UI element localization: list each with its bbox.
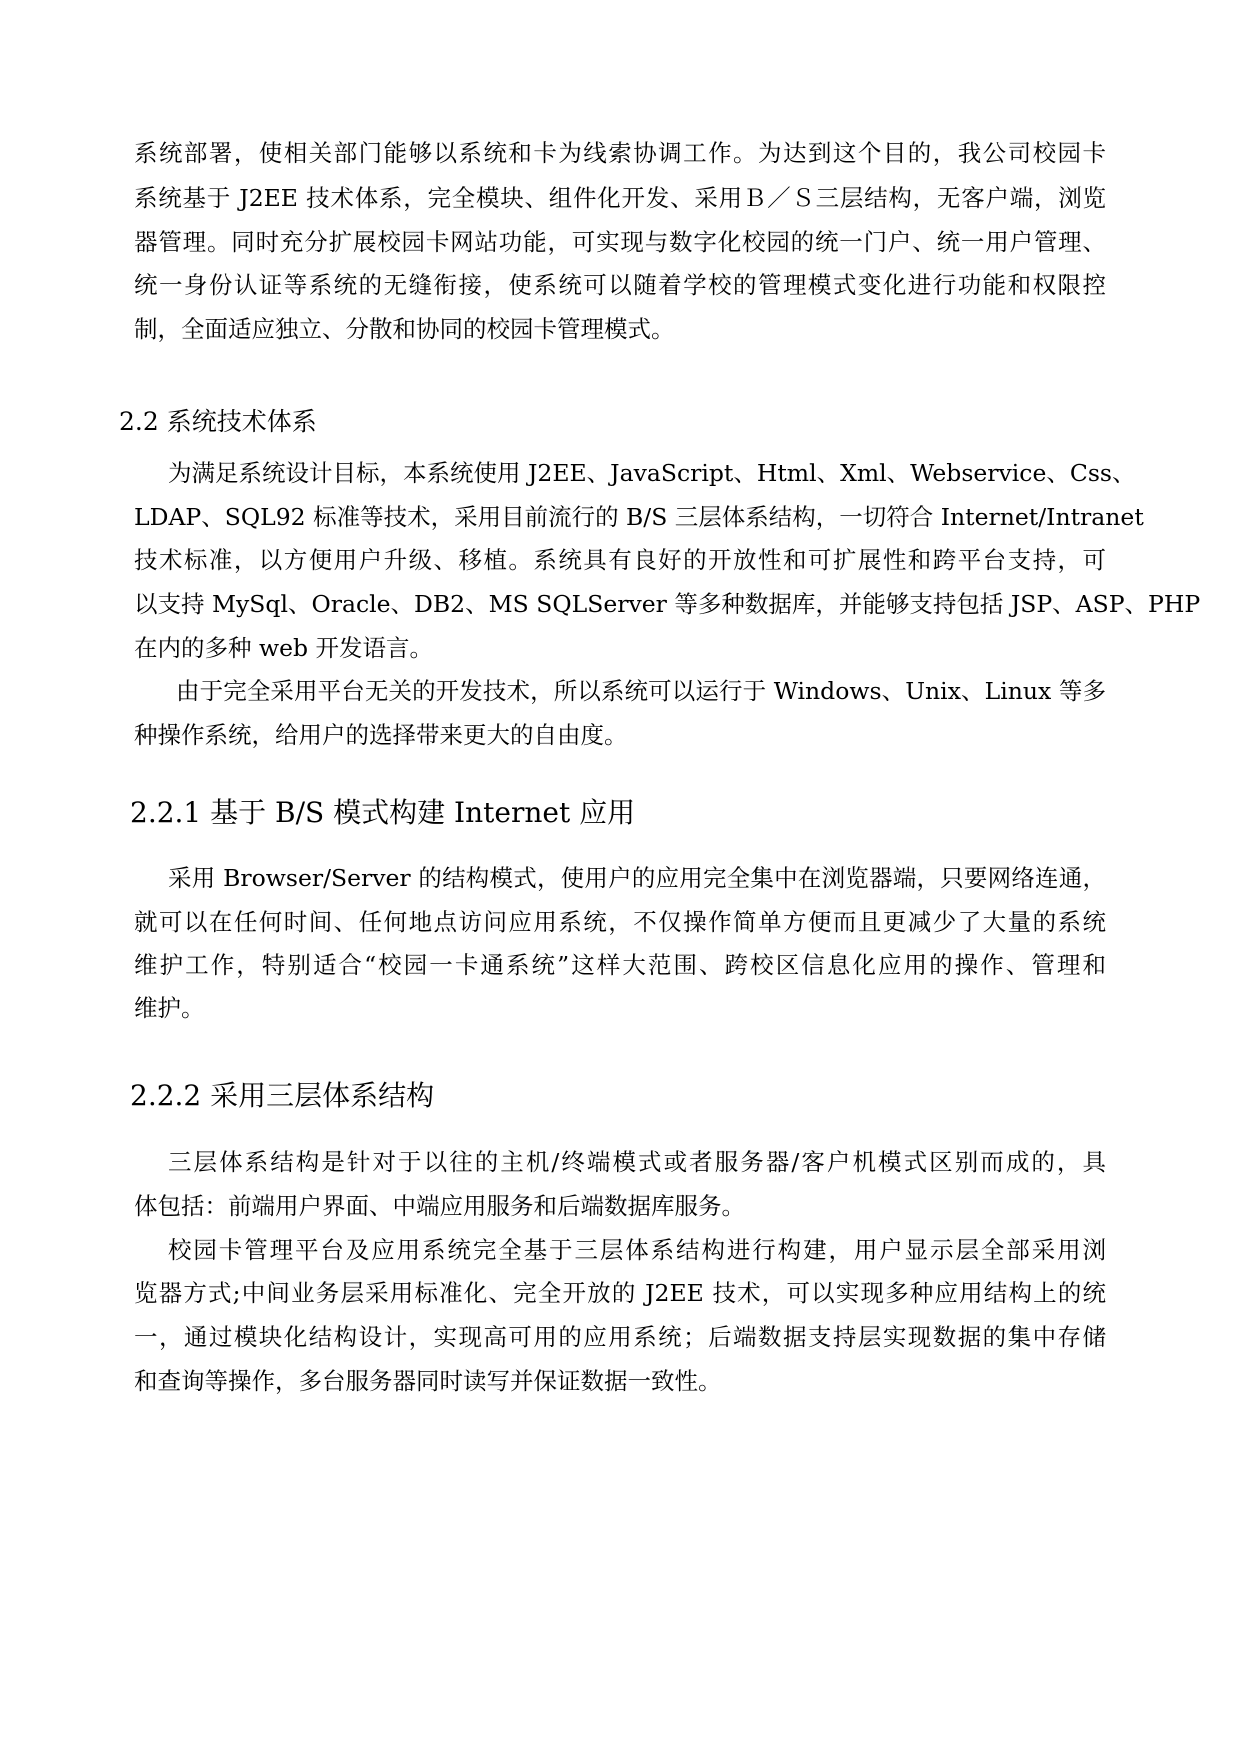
section-heading-2-2: 2.2 系统技术体系	[119, 407, 317, 436]
paragraph-5-line-2: 体包括：前端用户界面、中端应用服务和后端数据库服务。	[134, 1192, 745, 1220]
paragraph-6-line-2: 览器方式;中间业务层采用标准化、完全开放的 J2EE 技术，可以实现多种应用结构上的统	[134, 1279, 1106, 1307]
paragraph-4-line-3: 维护工作，特别适合“校园一卡通系统”这样大范围、跨校区信息化应用的操作、管理和	[134, 951, 1106, 979]
paragraph-6-line-4: 和查询等操作，多台服务器同时读写并保证数据一致性。	[134, 1367, 722, 1395]
paragraph-2-line-5: 在内的多种 web 开发语言。	[134, 634, 434, 662]
paragraph-1-line-1: 系统部署，使相关部门能够以系统和卡为线索协调工作。为达到这个目的，我公司校园卡	[134, 139, 1106, 167]
paragraph-4-line-4: 维护。	[134, 994, 205, 1022]
paragraph-1-line-4: 统一身份认证等系统的无缝衔接，使系统可以随着学校的管理模式变化进行功能和权限控	[134, 271, 1106, 299]
paragraph-2-line-3: 技术标准，以方便用户升级、移植。系统具有良好的开放性和可扩展性和跨平台支持，可	[134, 546, 1106, 574]
section-heading-2-2-2: 2.2.2 采用三层体系结构	[130, 1079, 435, 1112]
paragraph-3-line-2: 种操作系统，给用户的选择带来更大的自由度。	[134, 721, 628, 749]
paragraph-1-line-3: 器管理。同时充分扩展校园卡网站功能，可实现与数字化校园的统一门户、统一用户管理、	[134, 228, 1106, 256]
paragraph-5-line-1: 三层体系结构是针对于以往的主机/终端模式或者服务器/客户机模式区别而成的，具	[168, 1148, 1106, 1176]
paragraph-6-line-1: 校园卡管理平台及应用系统完全基于三层体系结构进行构建，用户显示层全部采用浏	[168, 1236, 1106, 1264]
paragraph-2-line-2: LDAP、SQL92 标准等技术，采用目前流行的 B/S 三层体系结构，一切符合 Internet/Intranet	[134, 503, 1144, 531]
paragraph-2-line-4: 以支持 MySql、Oracle、DB2、MS SQLServer 等多种数据库，并能够支持包括 JSP、ASP、PHP	[134, 590, 1201, 618]
paragraph-6-line-3: 一，通过模块化结构设计，实现高可用的应用系统；后端数据支持层实现数据的集中存储	[134, 1323, 1106, 1351]
paragraph-4-line-1: 采用 Browser/Server 的结构模式，使用户的应用完全集中在浏览器端，只要网络连通，	[168, 864, 1106, 892]
paragraph-4-line-2: 就可以在任何时间、任何地点访问应用系统，不仅操作简单方便而且更减少了大量的系统	[134, 908, 1106, 936]
section-heading-2-2-1: 2.2.1 基于 B/S 模式构建 Internet 应用	[130, 796, 636, 829]
paragraph-1-line-5: 制，全面适应独立、分散和协同的校园卡管理模式。	[134, 315, 675, 343]
paragraph-2-line-1: 为满足系统设计目标，本系统使用 J2EE、JavaScript、Html、Xml、Webservice、Css、	[168, 459, 1136, 487]
paragraph-1-line-2: 系统基于 J2EE 技术体系，完全模块、组件化开发、采用Ｂ／Ｓ三层结构，无客户端，浏览	[134, 184, 1106, 212]
paragraph-3-line-1: 由于完全采用平台无关的开发技术，所以系统可以运行于 Windows、Unix、Linux 等多	[176, 677, 1106, 705]
